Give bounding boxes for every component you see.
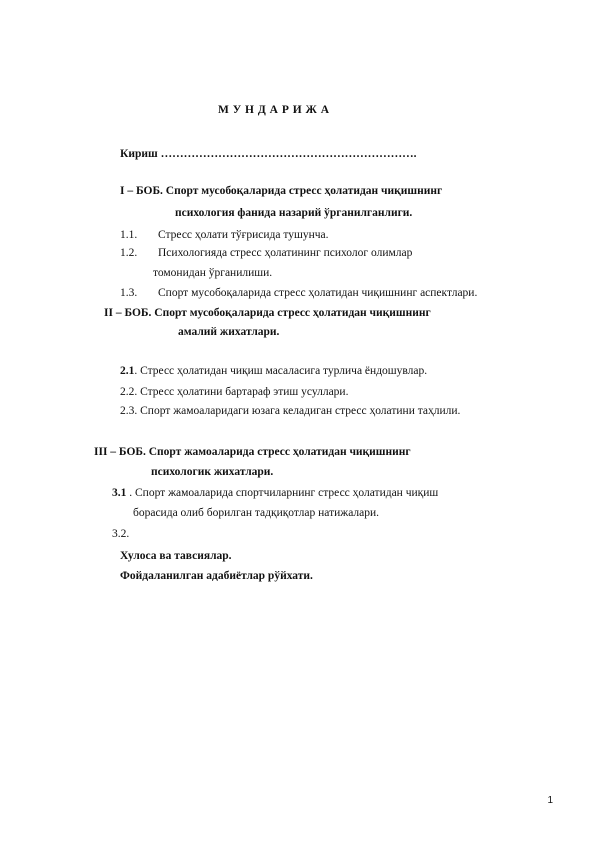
toc-item-number: 2.1: [120, 365, 135, 377]
chapter-3-heading: III – БОБ. Спорт жамоаларида стресс ҳолатидан чиқишнинг: [94, 446, 411, 458]
toc-item-number: 2.2.: [120, 386, 138, 398]
toc-item-number: 3.1: [112, 487, 127, 499]
contents-title: М У Н Д А Р И Ж А: [218, 104, 330, 116]
toc-item-3-2: 3.2.: [112, 528, 130, 540]
chapter-2-heading: II – БОБ. Спорт мусобоқаларида стресс ҳолатидан чиқишнинг: [104, 307, 431, 319]
references-entry: Фойдаланилган адабиётлар рўйхати.: [120, 570, 313, 582]
toc-item-3-1-cont: борасида олиб борилган тадқиқотлар натижалари.: [133, 507, 380, 519]
toc-item-text: . Спорт жамоаларида спортчиларнинг стресс ҳолатидан чиқиш: [126, 487, 439, 499]
toc-item-text: Спорт жамоаларидаги юзага келадиган стресс ҳолатини таҳлили.: [140, 405, 461, 417]
toc-item-number: 1.2.: [120, 247, 138, 259]
chapter-2-heading-cont: амалий жихатлари.: [178, 326, 280, 338]
chapter-1-heading: I – БОБ. Спорт мусобоқаларида стресс ҳолатидан чиқишнинг: [120, 185, 443, 197]
toc-item-number: 2.3.: [120, 405, 138, 417]
conclusion-entry: Хулоса ва тавсиялар.: [120, 550, 232, 562]
toc-item-text: Спорт мусобоқаларида стресс ҳолатидан чиқишнинг аспектлари.: [158, 287, 478, 299]
toc-item-number: 1.3.: [120, 287, 138, 299]
toc-item-text: Стресс ҳолатини бартараф этиш усуллари.: [140, 386, 349, 398]
toc-item-1-1: [120, 228, 329, 242]
intro-entry: Кириш ………………………………………………………….: [120, 148, 417, 160]
toc-item-3-1: [112, 486, 438, 500]
toc-item-text: . Стресс ҳолатидан чиқиш масаласига турлича ёндошувлар.: [134, 365, 428, 377]
toc-item-2-3: [120, 404, 460, 418]
toc-item-1-2: [120, 246, 413, 260]
toc-item-number: 1.1.: [120, 229, 138, 241]
chapter-1-heading-cont: психология фанида назарий ўрганилганлиги.: [175, 207, 413, 219]
toc-item-1-2-cont: томонидан ўрганилиши.: [153, 267, 273, 279]
toc-item-2-2: [120, 385, 348, 399]
toc-item-1-3: [120, 286, 478, 300]
chapter-3-heading-cont: психологик жихатлари.: [151, 466, 274, 478]
toc-item-text: Психологияда стресс ҳолатининг психолог олимлар: [158, 247, 413, 259]
page-number: 1: [547, 795, 553, 806]
toc-item-text: Стресс ҳолати тўғрисида тушунча.: [158, 229, 329, 241]
toc-item-2-1: [120, 364, 427, 378]
